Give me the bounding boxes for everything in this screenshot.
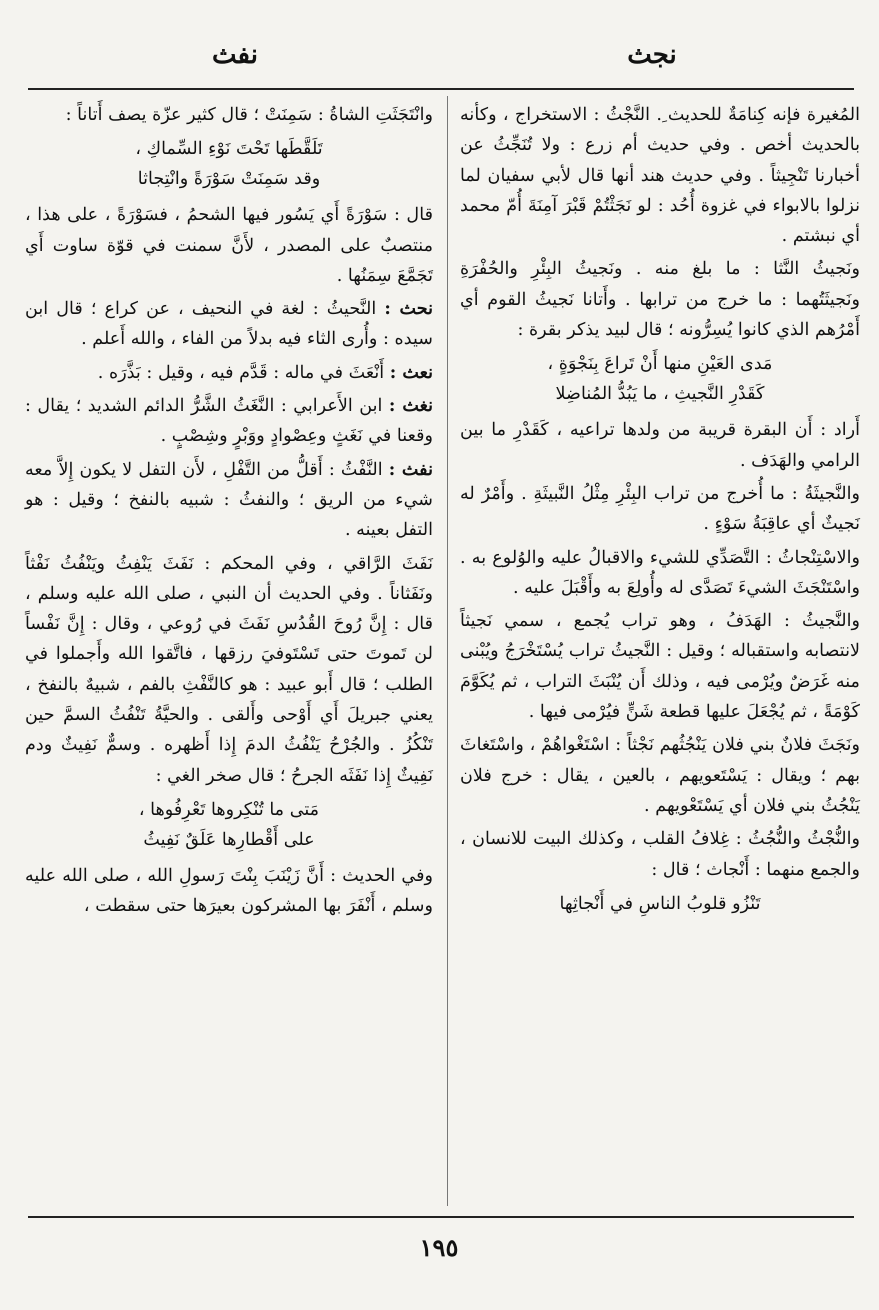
entry-text: نَفَثَ الرَّاقي ، وفي المحكم : نَفَثَ يَنْفِثُ ويَنْفُثُ نَفْثاً ونَفَثاناً . وفي الحديث أن النبي ، صلى الله عليه وسلم ، قال : إِنَّ رُوحَ القُدُسِ نَفَثَ في رُوعي ، وقال : إِنَّ نَفْساً لن تَموتَ حتى تَسْتَوفيَ رزقها ، فاتَّقوا الله وأَجملوا في الطلب ؛ قال أَبو عبيد : هو كالنَّفْثِ بالفم ، شبيهٌ بالنفخ ، يعني جبريلَ أَي أَوْحى وأَلقى . والحيَّةُ تَنْفُثُ السمَّ حين تَنْكُزُ . والجُرْحُ يَنْفُثُ الدمَ إِذا أَظهره . وسمٌّ نَفِيثٌ ودم نَفِيثٌ إِذا نَفَثَه الجرحُ ؛ قال صخر الغي : (25, 553, 433, 786)
entry-paragraph (460, 100, 860, 251)
entry-paragraph (460, 543, 860, 604)
verse-line: مَتى ما تُنْكِروها تَعْرِفُوها ، (138, 799, 320, 820)
entry-paragraph (460, 824, 860, 885)
headword: نحث : (384, 298, 433, 320)
entry-paragraph (460, 479, 860, 540)
entry-paragraph (460, 606, 860, 727)
verse-line: على أَقْطارِها عَلَقٌ نَفِيثُ (143, 829, 315, 850)
entry-text: النَّحيثُ : لغة في النحيف ، عن كراع ؛ قال ابن سيده : وأُرى الثاء فيه بدلاً من الفاء ، والله أَعلم . (25, 299, 433, 350)
page-number: ١٩٥ (419, 1233, 459, 1262)
entry-paragraph (25, 549, 433, 791)
verse-line: مَدى العَيْنِ منها أَنْ تَراعَ بِنَجْوَةٍ ، (547, 354, 773, 375)
entry-text: أَنْعَثَ في ماله : قَدَّم فيه ، وقيل : بَذَّرَه . (97, 362, 390, 383)
entry-paragraph (25, 391, 433, 452)
entry-text: ابن الأَعرابي : النَّغَثُ الشَّرُّ الدائم الشديد ؛ يقال : وقعنا في نَغَثٍ وعِصْوادٍ ووَبْرٍ وشِصْبٍ . (25, 396, 433, 447)
header-entry-left: نفث (212, 40, 258, 70)
headword: نعث : (389, 361, 433, 383)
column-divider (447, 96, 448, 1206)
right-column (460, 100, 860, 925)
headword: نغث : (388, 395, 433, 417)
entry-text: أَراد : أَن البقرة قريبة من ولدها تراعيه ، كَقَدْرِ ما بين الرامي والهَدَف . (460, 420, 860, 471)
headword: نفث : (388, 458, 433, 480)
header-entry-right: نجث (627, 40, 677, 70)
verse (25, 795, 433, 855)
entry-text: النَّفْثُ : أَقلُّ من التَّفْلِ ، لأَن التفل لا يكون إِلاَّ معه شيء من الريق ؛ والنفثُ : شبيه بالنفخ ؛ وقيل : هو التفل بعينه . (25, 459, 433, 541)
verse-line: تَلَقَّطَها تَحْتَ نَوْءِ السِّماكِ ، (135, 139, 323, 160)
entry-text: المُغيرة فإنه كِنامَةٌ للحديث ِ. النَّجْثُ : الاستخراج ، وكأنه بالحديث أخص . وفي حديث أم زرع : ولا تُنَجِّثُ عن أخبارنا تَنْجِيثاً . وفي حديث هند أنها قال لأبي سفيان لما نزلوا بالابواء في غزوة أُحُد : لو نَجَثْتُمْ قَبْرَ آمِنَةَ أُمّ محمد أي نبشتم . (460, 105, 860, 247)
entry-text: ونَجَثَ فلانٌ بني فلان يَنْجُثُهم نَجْثاً : اسْتَغْواهُمْ ، واسْتَغاثَ بهم ؛ ويقال : يَسْتَعويهم ، بالعين ، يقال : خرج فلان يَنْجُثُ بني فلان أي يَسْتَعْويهم . (460, 735, 860, 816)
bottom-rule (28, 1216, 854, 1218)
entry-text: وانْتَجَثَتِ الشاةُ : سَمِنَتْ ؛ قال كثير عزّة يصف أَتاناً : (65, 105, 433, 125)
verse (25, 134, 433, 194)
entry-paragraph (25, 861, 433, 922)
entry-text: والنَّجيثُ : الهَدَفُ ، وهو تراب يُجمع ، سمي نَجيثاً لانتصابه واستقباله ؛ وقيل : النَّجيثُ تراب يُسْتَخْرَجُ ويُبْنى منه غَرَضٌ ويُرْمى فيه ، وذلك أَن يُنْبَثَ التراب ، ثم يُكَوَّمَ كَوْمَةً ، ثم يُجْعَلَ عليها قطعة شَنٍّ فيُرْمى فيها . (460, 611, 860, 723)
entry-paragraph (25, 294, 433, 355)
verse-line: وقد سَمِنَتْ سَوْرَةً وانْتِجاثا (137, 169, 321, 190)
entry-text: والنُّجْثُ والنُّجُثُ : غِلافُ القلب ، وكذلك البيت للانسان ، والجمع منهما : أَنْجاث ؛ قال : (460, 829, 860, 880)
verse-line: تَنْزُو قلوبُ الناسِ في أَنْجاثِها (559, 893, 761, 914)
left-column (25, 100, 433, 925)
entry-paragraph (460, 254, 860, 345)
entry-paragraph (25, 455, 433, 546)
verse (460, 889, 860, 919)
entry-text: والاسْتِنْجاثُ : التَّصَدِّي للشيء والاقبالُ عليه والوُلوع به . واسْتَنْجَثَ الشيءَ تَصَدَّى له وأُولِعَ به وأَقْبَلَ عليه . (460, 547, 860, 598)
entry-paragraph (460, 415, 860, 476)
verse (460, 349, 860, 409)
entry-text: والنَّجيثَةُ : ما أُخرج من تراب البِئْرِ مِثْلُ النَّبيثَةِ . وأَمْرٌ له نَجيثٌ أي عاقِبَةُ سَوْءٍ . (460, 483, 860, 535)
verse-line: كَقَدْرِ النَّجيثِ ، ما يَبُدُّ المُناضِلا (555, 384, 765, 405)
entry-paragraph (25, 358, 433, 388)
entry-text: قال : سَوْرَةً أَي يَسُور فيها الشحمُ ، فسَوْرَةً ، على هذا ، منتصبٌ على المصدر ، لأَنَّ سمنت في قوّة ساوت أَي تَجَمَّعَ سِمَنُها . (25, 205, 433, 286)
entry-paragraph (25, 200, 433, 291)
entry-text: وفي الحديث : أَنَّ زَيْنَبَ بِنْتَ رَسولِ الله ، صلى الله عليه وسلم ، أَنْفَرَ بها المشركون بعيرَها حتى سقطت ، (25, 865, 433, 917)
entry-paragraph (25, 100, 433, 130)
entry-paragraph (460, 730, 860, 821)
top-rule (28, 88, 854, 90)
entry-text: ونَجيثُ النَّثا : ما بلغ منه . ونَجيثُ البِئْرِ والحُفْرَةِ ونَجيثَتُهما : ما خرج من ترابها . وأَتانا نَجيثُ القوم أي أَمْرُهم الذي كانوا يُسِرُّونه ؛ قال لبيد يذكر بقرة : (460, 259, 860, 341)
